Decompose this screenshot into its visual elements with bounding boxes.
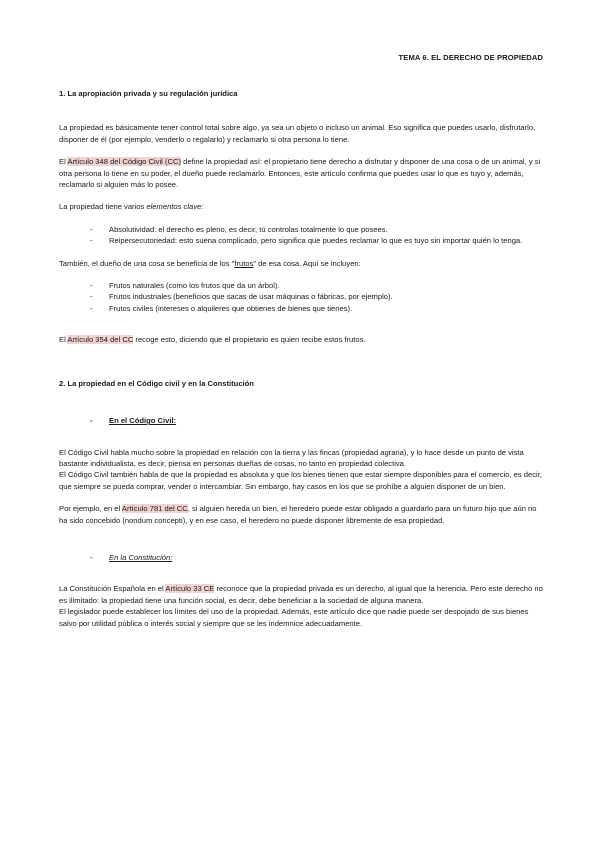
paragraph: El Artículo 348 del Código Civil (CC) define la propiedad así: el propietario tiene derecho a disfrutar y disponer de una cosa o de un animal, y si otra persona lo tiene en su poder, el dueño puede reclamarlo. Entonces, este artículo confirma que puedes usar lo que es tuyo y, además, reclamarlo si alguien más lo posee. [59, 157, 541, 190]
paragraph: El Artículo 354 del CC recoge esto, diciendo que el propietario es quien recibe estos frutos. [59, 335, 366, 345]
elements-list [59, 224, 547, 247]
article-highlight: Artículo 348 del Código Civil (CC) [67, 157, 181, 167]
page-header: TEMA 6. EL DERECHO DE PROPIEDAD [398, 53, 543, 62]
subsection-constitution: - En la Constitución: [59, 552, 547, 563]
paragraph: También, el dueño de una cosa se beneficia de los "frutos" de esa cosa. Aquí se incluyen: [59, 258, 361, 268]
paragraph: Por ejemplo, en el Artículo 781 del CC, si alguien hereda un bien, el heredero puede estar obligado a guardarlo para un futuro hijo que aún no ha sido concebido (nondum concepti), y en ese caso, el heredero no puede disponer libremente de esa propiedad. [59, 504, 537, 525]
fruits-list [59, 280, 547, 314]
section-1-title: 1. La apropiación privada y su regulación jurídica [59, 89, 238, 98]
paragraph: La propiedad es básicamente tener control total sobre algo, ya sea un objeto o incluso un animal. Eso significa que puedes usarlo, disfrutarlo, disponer de él (por ejemplo, venderlo o regalarlo) y reclamarlo si otra persona lo tiene. [59, 123, 536, 144]
paragraph: El legislador puede establecer los límites del uso de la propiedad. Además, este artículo dice que nadie puede ser despojado de sus bienes salvo por utilidad pública o interés social y siempre que se les indemnice adecuadamente. [59, 607, 529, 628]
list-item: - Absolutividad: el derecho es pleno, es decir, tú controlas totalmente lo que posees. [59, 224, 547, 235]
list-item: - Frutos civiles (intereses o alquileres que obtienes de bienes que tienes). [59, 303, 547, 314]
article-highlight: Artículo 33 CE [165, 584, 215, 594]
list-item: - Frutos industriales (beneficios que sacas de usar máquinas o fábricas, por ejemplo). [59, 291, 547, 302]
article-highlight: Artículo 781 del CC [121, 504, 188, 514]
paragraph: La Constitución Española en el Artículo 33 CE reconoce que la propiedad privada es un derecho, al igual que la herencia. Pero este derecho no es ilimitado: la propiedad tiene una función social, es decir, debe beneficiar a la sociedad de alguna manera. [59, 584, 543, 605]
article-highlight: Artículo 354 del CC [67, 335, 134, 345]
paragraph: El Código Civil habla mucho sobre la propiedad en relación con la tierra y las fincas (propiedad agraria), y lo hace desde un punto de vista bastante individualista, es decir, piensa en personas dueñas de cosas, no tanto en propiedad colectiva. [59, 447, 524, 468]
paragraph: El Código Civil también habla de que la propiedad es absoluta y que los bienes tienen que estar siempre disponibles para el comercio, es decir, que siempre se pueda comprar, vender o intercambiar. Sin embargo, hay casos en los que se prohíbe a alguien disponer de un bien. [59, 470, 542, 491]
list-item: - Frutos naturales (como los frutos que da un árbol). [59, 280, 547, 291]
document-body [59, 88, 547, 629]
paragraph: La propiedad tiene varios elementos clave: [59, 202, 204, 212]
section-2-title: 2. La propiedad en el Código civil y en la Constitución [59, 378, 254, 388]
list-item: - Reipersecutoriedad: esto suena complicado, pero significa que puedes reclamar lo que es tuyo sin importar quién lo tenga. [59, 235, 547, 246]
subsection-civil-code: - En el Código Civil: [59, 415, 547, 426]
